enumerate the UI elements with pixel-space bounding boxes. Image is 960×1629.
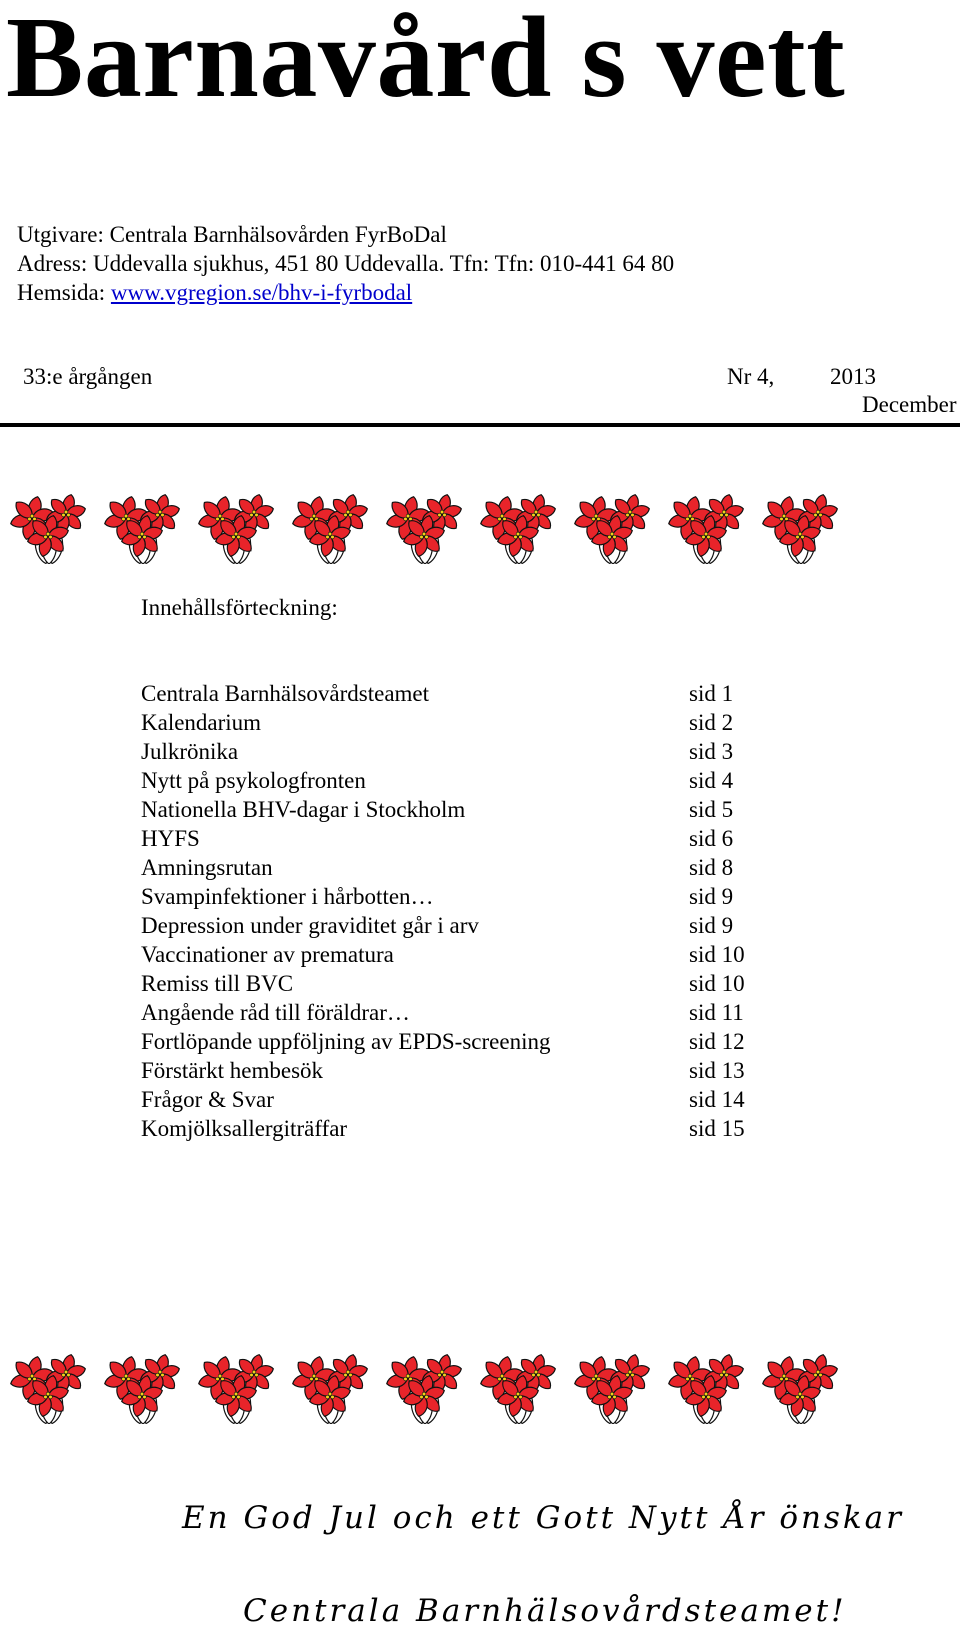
toc-row <box>141 824 781 853</box>
poinsettia-icon <box>197 493 275 564</box>
toc-item-page: sid 11 <box>689 1000 744 1025</box>
toc-item-title: Centrala Barnhälsovårdsteamet <box>141 681 430 706</box>
toc-row <box>141 679 781 708</box>
greeting-signature: Centrala Barnhälsovårdsteamet! <box>243 1593 847 1629</box>
poinsettia-icon <box>667 493 745 564</box>
toc-row <box>141 969 781 998</box>
toc-row <box>141 940 781 969</box>
toc-row <box>141 766 781 795</box>
toc-item-title: Fortlöpande uppföljning av EPDS-screening <box>141 1029 551 1054</box>
toc-item-page: sid 15 <box>689 1116 745 1141</box>
website-line <box>17 278 674 307</box>
toc-item-page: sid 3 <box>689 739 734 764</box>
poinsettia-icon <box>9 1353 87 1424</box>
toc-item-title: Kalendarium <box>141 710 262 735</box>
poinsettia-garland-top <box>4 484 864 564</box>
address-line: Adress: Uddevalla sjukhus, 451 80 Uddevalla. Tfn: Tfn: 010-441 64 80 <box>17 251 675 276</box>
toc-item-title: Komjölksallergiträffar <box>141 1116 348 1141</box>
toc-item-title: HYFS <box>141 826 200 851</box>
poinsettia-icon <box>573 493 651 564</box>
toc-item-page: sid 6 <box>689 826 734 851</box>
toc-item-title: Julkrönika <box>141 739 239 764</box>
toc-item-page: sid 10 <box>689 971 745 996</box>
volume-label: 33:e årgången <box>23 364 153 389</box>
poinsettia-icon <box>103 493 181 564</box>
toc-item-title: Remiss till BVC <box>141 971 294 996</box>
poinsettia-icon <box>9 493 87 564</box>
issue-year: 2013 <box>830 364 876 389</box>
website-link[interactable]: www.vgregion.se/bhv-i-fyrbodal <box>110 280 413 305</box>
poinsettia-icon <box>479 1353 557 1424</box>
poinsettia-icon <box>479 493 557 564</box>
toc-row <box>141 911 781 940</box>
toc-item-title: Amningsrutan <box>141 855 273 880</box>
publisher-info <box>17 220 674 307</box>
toc-row <box>141 1114 781 1143</box>
toc-row <box>141 708 781 737</box>
poinsettia-icon <box>385 493 463 564</box>
toc-item-page: sid 13 <box>689 1058 745 1083</box>
toc-row <box>141 1056 781 1085</box>
toc-item-page: sid 1 <box>689 681 734 706</box>
toc-row <box>141 882 781 911</box>
toc-item-page: sid 9 <box>689 913 734 938</box>
toc-item-title: Svampinfektioner i hårbotten… <box>141 884 434 909</box>
toc-item-title: Förstärkt hembesök <box>141 1058 324 1083</box>
holiday-greeting: En God Jul och ett Gott Nytt År önskar <box>182 1500 904 1536</box>
poinsettia-icon <box>103 1353 181 1424</box>
toc-row <box>141 853 781 882</box>
toc-row <box>141 795 781 824</box>
toc-item-page: sid 4 <box>689 768 734 793</box>
issue-month: December <box>862 392 957 417</box>
toc-heading: Innehållsförteckning: <box>141 595 338 620</box>
website-label: Hemsida: <box>17 280 111 305</box>
poinsettia-garland-bottom <box>4 1344 864 1424</box>
toc-row <box>141 1085 781 1114</box>
poinsettia-icon <box>385 1353 463 1424</box>
toc-row <box>141 998 781 1027</box>
toc-item-title: Nationella BHV-dagar i Stockholm <box>141 797 466 822</box>
poinsettia-icon <box>667 1353 745 1424</box>
poinsettia-icon <box>291 493 369 564</box>
poinsettia-icon <box>573 1353 651 1424</box>
toc-row <box>141 737 781 766</box>
toc-item-title: Angående råd till föräldrar… <box>141 1000 410 1025</box>
toc-row <box>141 1027 781 1056</box>
toc-item-page: sid 14 <box>689 1087 745 1112</box>
toc-item-title: Nytt på psykologfronten <box>141 768 366 793</box>
toc-item-page: sid 8 <box>689 855 734 880</box>
toc-item-page: sid 10 <box>689 942 745 967</box>
header-divider <box>0 423 960 427</box>
toc-item-title: Depression under graviditet går i arv <box>141 913 479 938</box>
poinsettia-icon <box>761 1353 839 1424</box>
newsletter-title: Barnavård s vett <box>6 0 846 122</box>
toc-item-page: sid 12 <box>689 1029 745 1054</box>
poinsettia-icon <box>197 1353 275 1424</box>
toc-item-page: sid 2 <box>689 710 734 735</box>
issue-number: Nr 4, <box>727 364 775 389</box>
toc-item-page: sid 9 <box>689 884 734 909</box>
table-of-contents <box>141 679 781 1143</box>
poinsettia-icon <box>291 1353 369 1424</box>
publisher-line: Utgivare: Centrala Barnhälsovården FyrBoDal <box>17 222 447 247</box>
toc-item-title: Vaccinationer av prematura <box>141 942 394 967</box>
toc-item-title: Frågor & Svar <box>141 1087 274 1112</box>
poinsettia-icon <box>761 493 839 564</box>
toc-item-page: sid 5 <box>689 797 734 822</box>
